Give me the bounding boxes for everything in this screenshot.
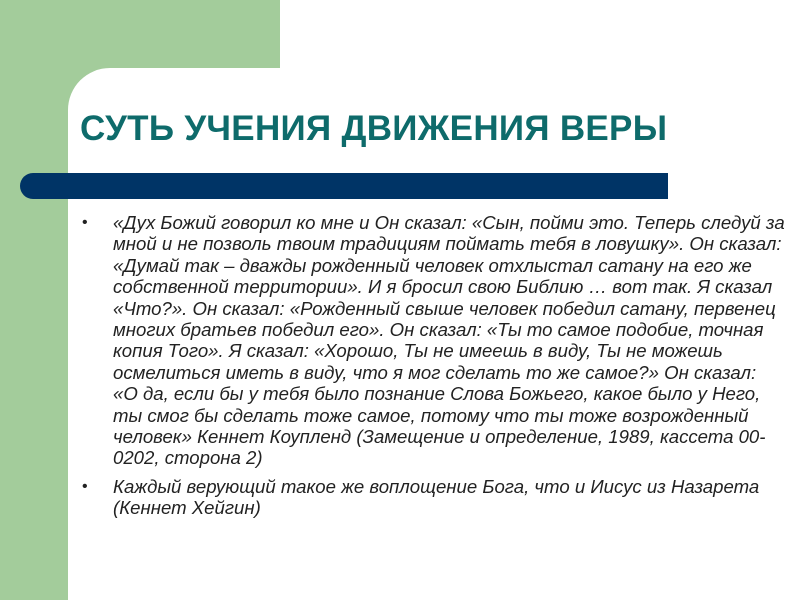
bullet-icon: • [82, 477, 88, 495]
slide-top-area [280, 0, 800, 68]
bullet-item-quote [80, 212, 785, 469]
slide-title: СУТЬ УЧЕНИЯ ДВИЖЕНИЯ ВЕРЫ [80, 109, 668, 148]
bullet-item-statement [80, 476, 785, 519]
bullet-icon: • [82, 214, 88, 231]
bullet-text: Каждый верующий такое же воплощение Бога, что и Иисус из Назарета (Кеннет Хейгин) [113, 475, 760, 519]
bullet-text: «Дух Божий говорил ко мне и Он сказал: «Сын, пойми это. Теперь следуй за мной и не позволь твоим традициям поймать тебя в ловушку». Он сказал: «Думай так – дважды рожденный человек отхлыстал сатану на его же собственной территории». И я бросил свою Библию … вот так. Я сказал «Что?». Он сказал: «Рожденный свыше человек победил сатану, первенец многих братьев победил его». Он сказал: «Ты то самое подобие, точная копия Того». Я сказал: «Хорошо, Ты не имеешь в виду, Ты не можешь осмелиться иметь в виду, что я мог сделать то же самое?» Он сказал: «О да, если бы у тебя было познание Слова Божьего, какое было у Него, ты смог бы сделать тоже самое, потому что ты тоже возрожденный человек» Кеннет Коупленд (Замещение и определение, 1989, кассета 00-0202, сторона 2) [113, 212, 785, 469]
title-underline-bar [20, 173, 668, 199]
bullet-list [80, 212, 785, 526]
